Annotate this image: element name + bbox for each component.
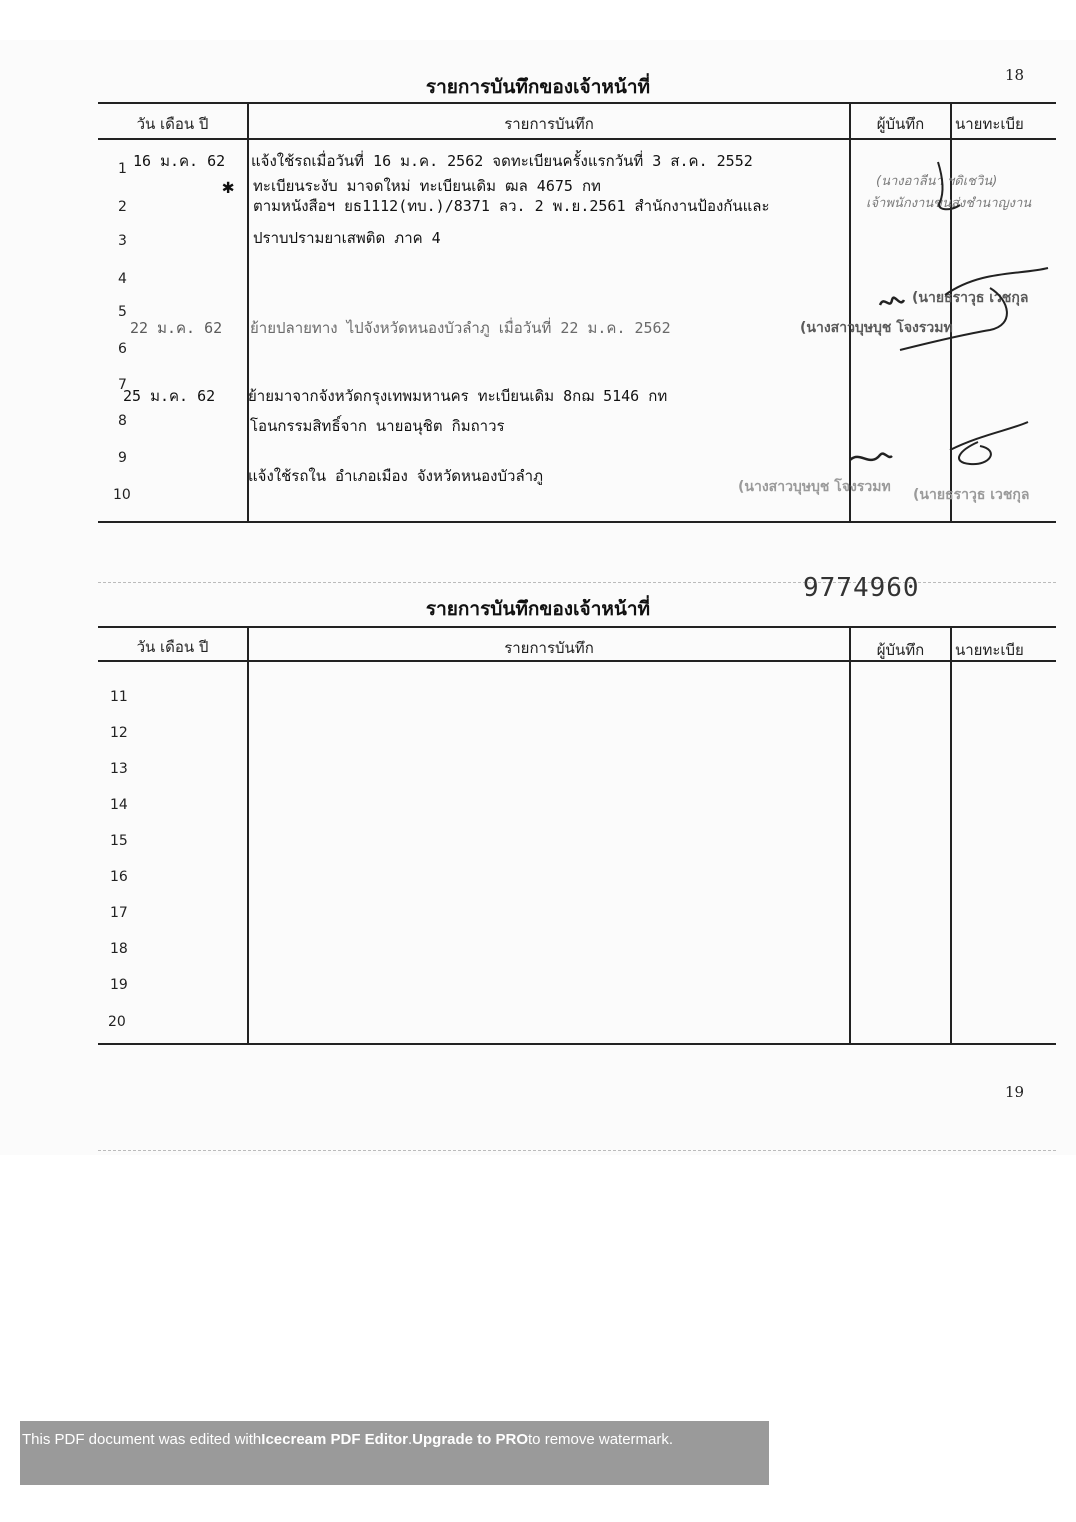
row-number: 6 [118, 341, 127, 357]
watermark-text: This PDF document was edited with [22, 1431, 262, 1448]
header-date: วัน เดือน ปี [136, 638, 209, 656]
entry-date: 25 ม.ค. 62 [123, 387, 216, 405]
column-divider-recorder [950, 626, 952, 1045]
editor-watermark-banner [20, 1421, 769, 1485]
row-number: 2 [118, 199, 127, 215]
header-recorder: ผู้บันทึก [876, 115, 925, 133]
row-number: 11 [110, 689, 128, 705]
header-recorder: ผู้บันทึก [876, 641, 925, 659]
row-number: 8 [118, 413, 127, 429]
row-number: 20 [108, 1014, 126, 1030]
row-number: 13 [110, 761, 128, 777]
officer-stamp: (นางอาลีนา ฯดิเชวิน) [876, 174, 998, 189]
officer-stamp: (นางสาวบุษบุช โจงรวมท [800, 320, 953, 336]
table-top-border [98, 626, 1056, 628]
entry-line: ย้ายปลายทาง ไปจังหวัดหนองบัวลำภู เมื่อวันที่ 22 ม.ค. 2562 [250, 319, 671, 337]
entry-line: ทะเบียนระงับ มาจดใหม่ ทะเบียนเดิม ฒล 4675 กท [253, 177, 601, 195]
row-number: 17 [110, 905, 128, 921]
watermark-app-name: Icecream PDF Editor [261, 1431, 408, 1448]
entry-line: ย้ายมาจากจังหวัดกรุงเทพมหานคร ทะเบียนเดิม 8กฌ 5146 กท [248, 387, 668, 405]
section-title-bottom: รายการบันทึกของเจ้าหน้าที่ [425, 598, 651, 620]
officer-stamp: (นายธราวุธ เวชกุล [913, 487, 1030, 503]
officer-stamp: (นายธราวุธ เวชกุล [912, 290, 1029, 306]
asterisk-mark: ✱ [222, 174, 235, 198]
row-number: 10 [113, 487, 131, 503]
page-bottom-edge [98, 1150, 1056, 1152]
row-number: 9 [118, 450, 127, 466]
entry-line: ตามหนังสือฯ ยธ1112(ทบ.)/8371 ลว. 2 พ.ย.2561 สำนักงานป้องกันและ [253, 197, 770, 215]
page-number-bottom: 19 [1005, 1083, 1025, 1101]
entry-line: ปราบปรามยาเสพติด ภาค 4 [253, 229, 441, 247]
column-divider-record [849, 626, 851, 1045]
officer-stamp: (นางสาวบุษบุช โจงรวมท [738, 479, 891, 495]
table-bottom-border [98, 521, 1056, 523]
table-header-divider [98, 138, 1056, 140]
row-number: 12 [110, 725, 128, 741]
entry-date: 16 ม.ค. 62 [133, 152, 226, 170]
row-number: 7 [118, 377, 127, 393]
table-top-border [98, 102, 1056, 104]
row-number: 14 [110, 797, 128, 813]
header-record: รายการบันทึก [504, 115, 594, 133]
registration-number: 9774960 [803, 573, 920, 603]
watermark-upgrade-link[interactable]: Upgrade to PRO [412, 1431, 529, 1448]
column-divider-date [247, 626, 249, 1045]
row-number: 4 [118, 271, 127, 287]
entry-date: 22 ม.ค. 62 [130, 319, 223, 337]
page-number-top: 18 [1005, 66, 1025, 84]
header-registrar: นายทะเบีย [955, 641, 1024, 659]
column-divider-date [247, 102, 249, 523]
section-title-top: รายการบันทึกของเจ้าหน้าที่ [425, 76, 651, 98]
header-record: รายการบันทึก [504, 639, 594, 657]
header-date: วัน เดือน ปี [136, 115, 209, 133]
row-number: 1 [118, 161, 127, 177]
row-number: 19 [110, 977, 128, 993]
entry-line: โอนกรรมสิทธิ์จาก นายอนุชิต กิมถาวร [250, 417, 505, 435]
row-number: 18 [110, 941, 128, 957]
watermark-text: to remove watermark. [528, 1431, 674, 1448]
row-number: 15 [110, 833, 128, 849]
row-number: 5 [118, 304, 127, 320]
entry-line: แจ้งใช้รถใน อำเภอเมือง จังหวัดหนองบัวลำภู [248, 467, 543, 485]
table-bottom-border [98, 1043, 1056, 1045]
header-registrar: นายทะเบีย [955, 115, 1024, 133]
watermark-text: . [408, 1431, 413, 1448]
entry-line: แจ้งใช้รถเมื่อวันที่ 16 ม.ค. 2562 จดทะเบียนครั้งแรกวันที่ 3 ส.ค. 2552 [251, 152, 753, 170]
officer-stamp: เจ้าพนักงานขนส่งชำนาญงาน [866, 196, 1032, 211]
row-number: 16 [110, 869, 128, 885]
row-number: 3 [118, 233, 127, 249]
handwritten-signatures [850, 150, 1056, 520]
